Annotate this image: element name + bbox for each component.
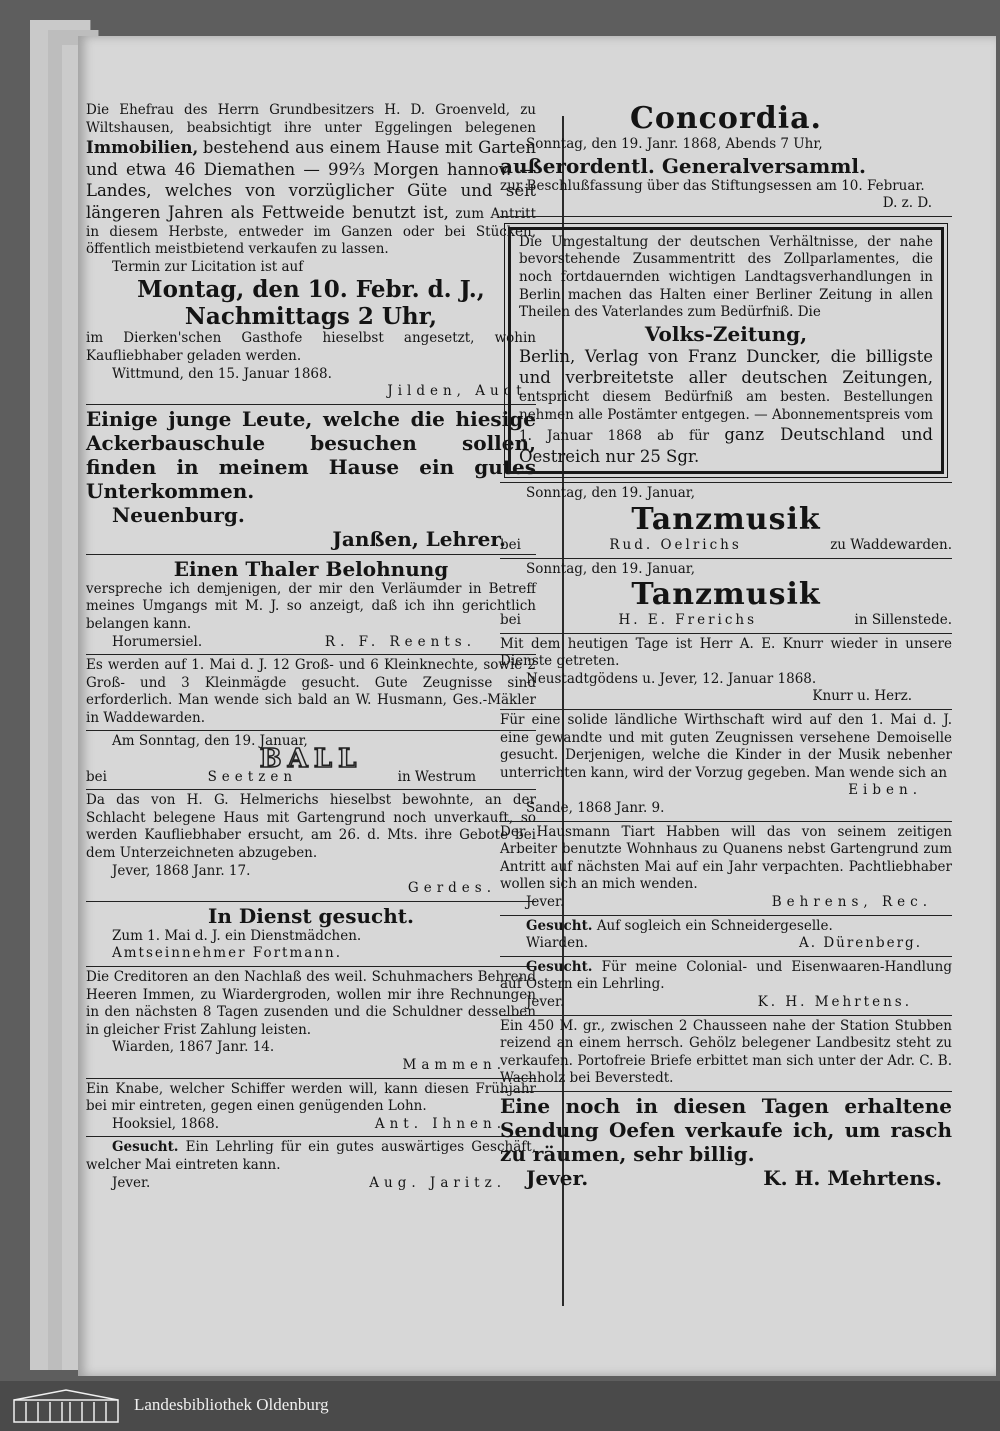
schneider-lead: Gesucht. [526, 917, 593, 934]
demoiselle-signature: Eiben. [848, 782, 922, 799]
knabe-place: Hooksiel, 1868. [112, 1115, 219, 1132]
lehrling-lead: Gesucht. [112, 1139, 179, 1156]
ad-immobilien [86, 100, 536, 405]
ad-haus [86, 790, 536, 902]
haus-text: Da das von H. G. Helmerichs hieselbst bewohnte, an der Schlacht belegene Haus mit Gartengrund noch unverkauft, so werden Kaufliebhaber ersucht, am 26. d. Mts. ihre Gebote bei dem Unterzeichneten abzugeben. [86, 792, 536, 862]
oefen-place: Jever. [526, 1165, 589, 1190]
ad-oefen [500, 1092, 952, 1193]
tanz1-bei: bei [500, 536, 521, 553]
ad-tanzmusik-2 [500, 559, 952, 634]
tanz2-place: in Sillenstede. [854, 612, 952, 629]
immo-place: Wittmund, den 15. Januar 1868. [112, 365, 332, 382]
concordia-event: außerordentl. Generalversamml. [500, 153, 866, 178]
ball-title: BALL [259, 744, 363, 775]
junge-text: Einige junge Leute, welche die hiesige Ackerbauschule besuchen sollen, finden in meinem Hause ein gutes Unterkommen. [86, 406, 536, 503]
ad-ball [86, 731, 536, 790]
haus-signature: Gerdes. [407, 880, 496, 897]
gehoelz-text: Ein 450 M. gr., zwischen 2 Chausseen nahe der Station Stubben reizend an einem herrsch. Gehölz belegener Landbesitz steht zu verkaufen. Portofreie Briefe erbittet man sich unter der Adr. C. B. Wachholz bei Beverstedt. [500, 1017, 952, 1087]
demoiselle-place: Sande, 1868 Janr. 9. [526, 800, 665, 817]
lehrling-place: Jever. [112, 1174, 151, 1191]
oefen-text: Eine noch in diesen Tagen erhaltene Sendung Oefen verkaufe ich, um rasch zu räumen, sehr billig. [500, 1093, 952, 1166]
right-column [500, 100, 952, 1193]
ad-gehoelz [500, 1016, 952, 1092]
dienst-title: In Dienst gesucht. [208, 903, 414, 928]
tanz2-title: Tanzmusik [631, 577, 821, 613]
lehrling-text: Ein Lehrling für ein gutes auswärtiges Geschäft, welcher Mai eintreten kann. [86, 1139, 536, 1173]
ad-demoiselle [500, 710, 952, 822]
creditoren-place: Wiarden, 1867 Janr. 14. [112, 1039, 275, 1056]
knurr-text: Mit dem heutigen Tage ist Herr A. E. Knurr wieder in unsere Dienste getreten. [500, 635, 952, 670]
ad-knechte [86, 655, 536, 731]
volkszeitung-title: Volks-Zeitung, [644, 321, 808, 346]
knechte-text: Es werden auf 1. Mai d. J. 12 Groß- und 6 Kleinknechte, sowie 2 Groß- und 3 Kleinmägde gesucht. Gute Zeugnisse sind erforderlich. Man wende sich bald an W. Husmann, Ges.-Mäkler in Waddewarden. [86, 657, 536, 726]
volkszeitung-big: Berlin, Verlag von Franz Duncker, die billigste und verbreitetste aller deutschen Zeitungen, [519, 346, 933, 388]
demoiselle-text: Für eine solide ländliche Wirthschaft wird auf den 1. Mai d. J. eine gewandte und mit guten Zeugnissen versehene Demoiselle gesucht. Derjenigen, welche die Kinder in der Musik nebenher unterrichten kann, wird der Vorzug gegeben. Man wende sich an [500, 712, 952, 781]
ball-date: Am Sonntag, den 19. Januar, [112, 733, 308, 750]
junge-signature: Janßen, Lehrer. [332, 526, 506, 551]
ad-knabe [86, 1079, 536, 1138]
ad-concordia [500, 100, 952, 217]
library-building-icon [10, 1388, 122, 1424]
knurr-signature: Knurr u. Herz. [812, 688, 912, 705]
habben-text: Der Hausmann Tiart Habben will das von seinem zeitigen Arbeiter benutzte Wohnhaus zu Quanens nebst Gartengrund zum Antritt auf nächsten Mai auf ein Jahr verpachten. Pachtliebhaber wollen sich an mich wenden. [500, 823, 952, 893]
ball-place: in Westrum [397, 768, 476, 785]
tanz1-title: Tanzmusik [631, 501, 821, 537]
ad-schneider [500, 916, 952, 957]
ad-tanzmusik-1 [500, 482, 952, 558]
tanz2-bei: bei [500, 612, 521, 629]
ad-creditoren [86, 967, 536, 1079]
ad-lehrling [86, 1137, 536, 1195]
immo-text-2: bestehend aus einem Hause mit Garten und etwa 46 Diemathen — 99⅔ Morgen hannov. — Landes, welches von vorzüglicher Güte und seit längeren Jahren als Fettweide benutzt ist, [86, 138, 536, 222]
tanz1-date: Sonntag, den 19. Januar, [526, 485, 696, 502]
ad-volkszeitung-box [508, 227, 944, 475]
colonial-signature: K. H. Mehrtens. [757, 993, 912, 1010]
schneider-text: Auf sogleich ein Schneidergeselle. [596, 917, 833, 934]
concordia-text: zur Beschlußfassung über das Stiftungsessen am 10. Februar. [500, 177, 925, 194]
immo-date-heading: Montag, den 10. Febr. d. J., [137, 276, 485, 304]
thaler-text: verspreche ich demjenigen, der mir den Verläumder in Betreff meines Umgangs mit M. J. so anzeigt, daß ich ihn gerichtlich belangen kann. [86, 580, 536, 632]
concordia-signature: D. z. D. [882, 195, 932, 212]
dienst-line: Zum 1. Mai d. J. ein Dienstmädchen. [112, 927, 362, 944]
ad-in-dienst [86, 902, 536, 967]
concordia-title: Concordia. [629, 101, 823, 136]
ad-habben [500, 822, 952, 916]
tanz1-host: Rud. Oelrichs [609, 536, 742, 553]
creditoren-text: Die Creditoren an den Nachlaß des weil. Schuhmachers Behrend Heeren Immen, zu Wiardergroden, wollen mir ihre Rechnungen in den nächsten 8 Tagen zusenden und die Schuldner desselben in gleicher Frist Zahlung leisten. [86, 969, 536, 1038]
knabe-text: Ein Knabe, welcher Schiffer werden will, kann diesen Frühjahr bei mir eintreten, gegen einen genügenden Lohn. [86, 1080, 536, 1115]
concordia-date: Sonntag, den 19. Janr. 1868, Abends 7 Uhr, [526, 136, 823, 152]
tanz2-host: H. E. Frerichs [618, 612, 758, 629]
immo-text-3: zum Antritt in diesem Herbste, entweder im Ganzen oder bei Stücken, öffentlich meistbietend verkaufen zu lassen. [86, 205, 537, 258]
dienst-signature: Amtseinnehmer Fortmann. [112, 945, 342, 962]
immo-text-1: Die Ehefrau des Herrn Grundbesitzers H. D. Groenveld, zu Wiltshausen, beabsichtigt ihre unter Eggelingen belegenen [86, 102, 536, 136]
ad-junge-leute [86, 405, 536, 555]
ad-thaler-belohnung [86, 555, 536, 655]
creditoren-signature: Mammen. [402, 1056, 506, 1073]
immo-signature: Jilden, Auct. [387, 383, 536, 400]
ball-host: Seetzen [207, 768, 298, 785]
haus-place: Jever, 1868 Janr. 17. [112, 862, 251, 879]
lehrling-signature: Aug. Jaritz. [369, 1174, 506, 1191]
volkszeitung-price: ganz Deutschland und Oestreich nur 25 Sgr. [519, 425, 933, 466]
volkszeitung-text-2: entspricht diesem Bedürfniß am besten. Bestellungen nehmen alle Postämter entgegen. — Abonnementspreis vom 1. Januar 1868 ab für [519, 388, 933, 445]
newspaper-page [78, 36, 996, 1376]
colonial-place: Jever. [526, 993, 565, 1010]
knabe-signature: Ant. Ihnen. [374, 1115, 506, 1132]
schneider-signature: A. Dürenberg. [798, 935, 922, 952]
ball-bei: bei [86, 768, 107, 785]
tanz2-date: Sonntag, den 19. Januar, [526, 560, 696, 577]
ad-colonial [500, 957, 952, 1016]
thaler-place: Horumersiel. [112, 633, 203, 650]
immo-termin: Termin zur Licitation ist auf [112, 258, 304, 275]
junge-place: Neuenburg. [112, 502, 245, 527]
schneider-place: Wiarden. [526, 935, 589, 952]
immo-time-heading: Nachmittags 2 Uhr, [184, 303, 438, 331]
immo-text-4: im Dierken'schen Gasthofe hieselbst angesetzt, wohin Kaufliebhaber geladen werden. [86, 330, 536, 364]
tanz1-place: zu Waddewarden. [830, 536, 952, 553]
footer-bar [0, 1381, 1000, 1431]
ad-knurr [500, 634, 952, 710]
oefen-signature: K. H. Mehrtens. [763, 1165, 942, 1190]
thaler-title: Einen Thaler Belohnung [173, 556, 449, 581]
colonial-text: Für meine Colonial- und Eisenwaaren-Handlung auf Ostern ein Lehrling. [500, 958, 952, 993]
immo-keyword: Immobilien, [86, 138, 199, 158]
left-column [86, 100, 536, 1195]
habben-signature: Behrens, Rec. [771, 894, 932, 910]
volkszeitung-text: Die Umgestaltung der deutschen Verhältnisse, der nahe bevorstehende Zusammentritt des Zollparlamentes, die noch fortdauernden wichtigen Landtagsverhandlungen in Berlin machen das Halten einer Berliner Zeitung in allen Theilen des Vaterlandes zum Bedürfniß. Die [519, 233, 933, 321]
colonial-lead: Gesucht. [526, 958, 593, 975]
thaler-signature: R. F. Reents. [324, 633, 476, 650]
knurr-place: Neustadtgödens u. Jever, 12. Januar 1868. [526, 670, 817, 687]
habben-place: Jever. [526, 894, 565, 910]
footer-label: Landesbibliothek Oldenburg [134, 1395, 329, 1414]
